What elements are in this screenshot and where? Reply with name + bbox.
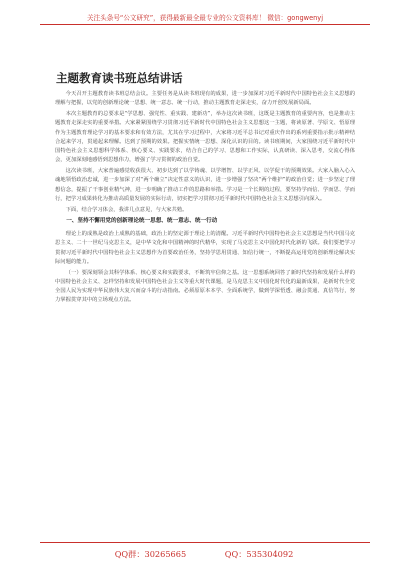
- document-body: [55, 90, 355, 307]
- paragraph: 理论上的成熟是政治上成熟的基础，政治上的坚定源于理论上的清醒。习近平新时代中国特色社会主义思想是当代中国马克思主义、二十一世纪马克思主义，是中华文化和中国精神的时代精华，实现了马克思主义中国化时代化新的飞跃。我们要把学习贯彻习近平新时代中国特色社会主义思想作为首要政治任务，坚持学思用贯通、知信行统一，不断提高运用党的创新理论解决实际问题的能力。: [55, 231, 355, 265]
- footer-contacts: [0, 549, 408, 560]
- header-divider: [40, 24, 370, 25]
- paragraph: 今天召开主题教育读书班总结会议。主要任务是从读书班现有的成果，进一步加深对习近平新时代中国特色社会主义思想的理解与把握，以党的创新理论统一思想、统一意志、统一行动，推动主题教育走深走实，奋力开创发展新局面。: [55, 91, 355, 107]
- paragraph: 下面，结合学习体会，我讲几点意见，与大家共勉。: [65, 206, 188, 213]
- qq-label: QQ：535304092: [224, 549, 294, 559]
- paragraph: 本次主题教育的总要求是“学思想、强党性、重实践、建新功”，举办这次读书班，这既是主题教育的重要内容，也是推动主题教育走深走实的重要举措。大家紧紧围绕学习贯彻习近平新时代中国特色社会主义思想这一主题，将读原著、学原文、悟原理作为主题教育理论学习的基本要求和有效方法，尤其在学习过程中，大家将习近平总书记对重庆作出的系列重要指示批示精神结合起来学习，贯通起来理解。达到了预期的效果。把握实情统一思想、深化认识的目的。读书班期间，大家围绕习近平新时代中国特色社会主义思想科学体系、核心要义、实践要求，结合自己的学习、思想和工作实际，认真研读、深入思考，交流心得体会，更加深刻地感悟到思想伟力，增强了学习贯彻的政治自觉。: [55, 111, 355, 164]
- header-banner: 关注头条号“公文研究”，获得最新最全最专业的公文资料库！ 微信：gongwenyj: [86, 14, 324, 22]
- footer-divider: [40, 542, 370, 543]
- section-heading: 一、坚持不懈用党的创新理论统一思想、统一意志、统一行动: [66, 218, 218, 225]
- document-title: 主题教育读书班总结讲话: [56, 71, 183, 85]
- qq-group-label: QQ群：30265665: [114, 549, 187, 559]
- paragraph: 这次读书班，大家普遍感觉收获很大、初步达到了以学铸魂、以学增智、以学正风、以学促干的预期效果。大家入脑入心入魂地领悟政治忠诚，进一步加深了对“两个确立”决定性意义的认识，进一步增强了坚决“两个维护”的政治自觉；进一步坚定了理想信念，提振了干事创业精气神，进一步明确了推动工作的思路和举措。学习是一个长期的过程，要坚持学而信、学而思、学而行，把学习成果转化为推动高质量发展的实际行动，切实把学习贯彻习近平新时代中国特色社会主义思想引向深入。: [55, 168, 355, 202]
- paragraph: （一）要深刻领会其科学体系、核心要义和实践要求，不断筑牢信仰之基。这一思想系统回答了新时代坚持和发展什么样的中国特色社会主义、怎样坚持和发展中国特色社会主义等重大时代课题，是马克思主义中国化时代化的最新成果，是新时代全党全国人民为实现中华民族伟大复兴而奋斗的行动指南。必须原原本本学、全面系统学，做到学深悟透、融会贯通、真信笃行，努力掌握贯穿其中的立场观点方法。: [55, 269, 355, 304]
